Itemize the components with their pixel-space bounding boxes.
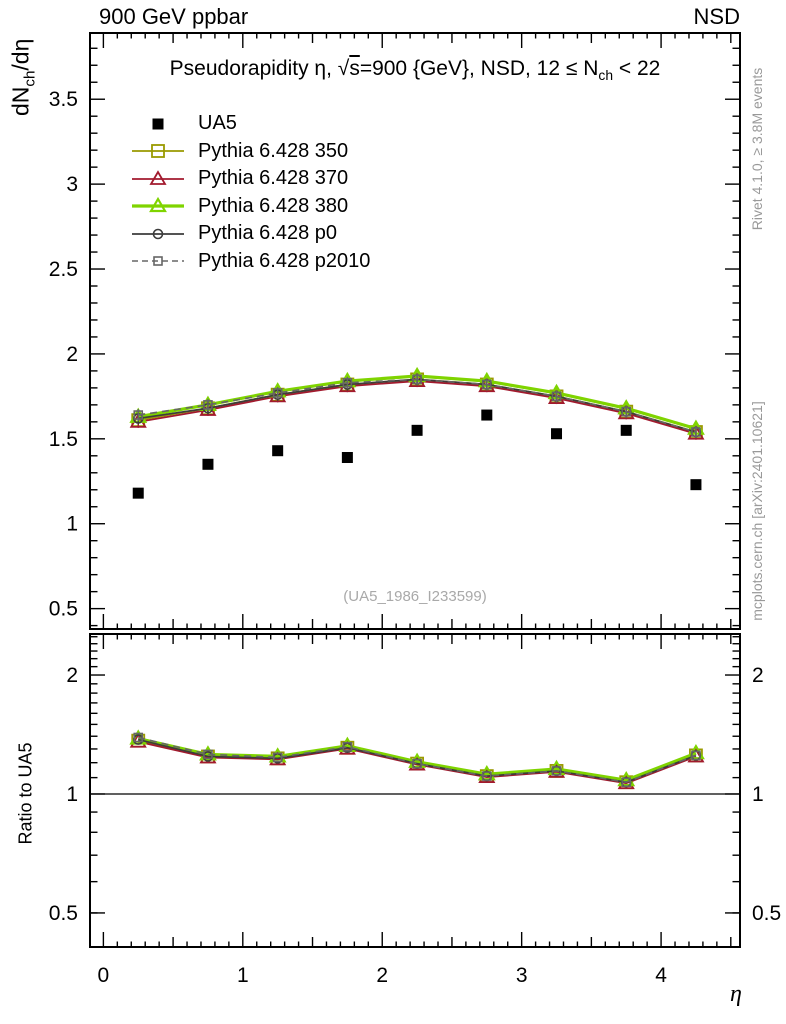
reference-points-main [133, 410, 702, 499]
svg-text:4: 4 [655, 964, 667, 987]
open-triangle-icon [130, 169, 186, 189]
svg-text:1: 1 [752, 782, 764, 806]
svg-text:0.5: 0.5 [752, 901, 782, 925]
open-square-small-icon [130, 251, 186, 271]
svg-text:2: 2 [66, 342, 78, 366]
legend-label: Pythia 6.428 p2010 [198, 249, 371, 272]
y-axis-label-main: $dN_{ch}/d\eta$ [7, 38, 39, 117]
svg-text:2.5: 2.5 [48, 258, 78, 282]
y-axis-label-ratio: Ratio to UA5 [15, 742, 36, 845]
svg-text:0.5: 0.5 [48, 597, 78, 621]
legend-item-py350 [130, 138, 370, 166]
svg-text:1: 1 [66, 782, 78, 806]
legend-label: UA5 [198, 112, 237, 135]
legend [130, 110, 370, 275]
legend-item-pyp2010 [130, 248, 370, 276]
svg-text:1: 1 [236, 964, 249, 987]
analysis-id-watermark: (UA5_1986_I233599) [343, 588, 487, 605]
svg-text:3.5: 3.5 [48, 88, 78, 112]
legend-label: Pythia 6.428 380 [198, 194, 349, 217]
filled-square-icon [130, 114, 186, 134]
open-triangle-icon [130, 196, 186, 216]
legend-label: Pythia 6.428 p0 [198, 222, 337, 245]
mcplots-arxiv-note: mcplots.cern.ch [arXiv:2401.10621] [749, 401, 765, 621]
svg-text:2: 2 [66, 664, 78, 688]
open-circle-icon [130, 224, 186, 244]
svg-text:2: 2 [752, 664, 764, 688]
legend-label: Pythia 6.428 370 [198, 167, 349, 190]
rivet-version-note: Rivet 4.1.0, ≥ 3.8M events [749, 67, 765, 231]
svg-text:0.5: 0.5 [48, 901, 78, 925]
legend-item-py370 [130, 165, 370, 193]
svg-text:3: 3 [66, 173, 78, 197]
header-event-class-label: NSD [693, 4, 740, 29]
svg-text:3: 3 [515, 964, 528, 987]
svg-text:1.5: 1.5 [48, 427, 78, 451]
open-square-icon [130, 141, 186, 161]
svg-text:2: 2 [376, 964, 389, 987]
svg-text:1: 1 [66, 512, 78, 536]
header-beam-label: 900 GeV ppbar [99, 4, 249, 29]
legend-item-ua5 [130, 110, 370, 138]
legend-item-pyp0 [130, 220, 370, 248]
plot-title: Pseudorapidity η, √s=900 {GeV}, NSD, $12 \le N_{ch} < 22$ [169, 57, 661, 84]
legend-item-py380 [130, 193, 370, 221]
svg-text:0: 0 [97, 964, 110, 987]
x-axis-label: η [730, 981, 742, 1007]
legend-label: Pythia 6.428 350 [198, 139, 349, 162]
